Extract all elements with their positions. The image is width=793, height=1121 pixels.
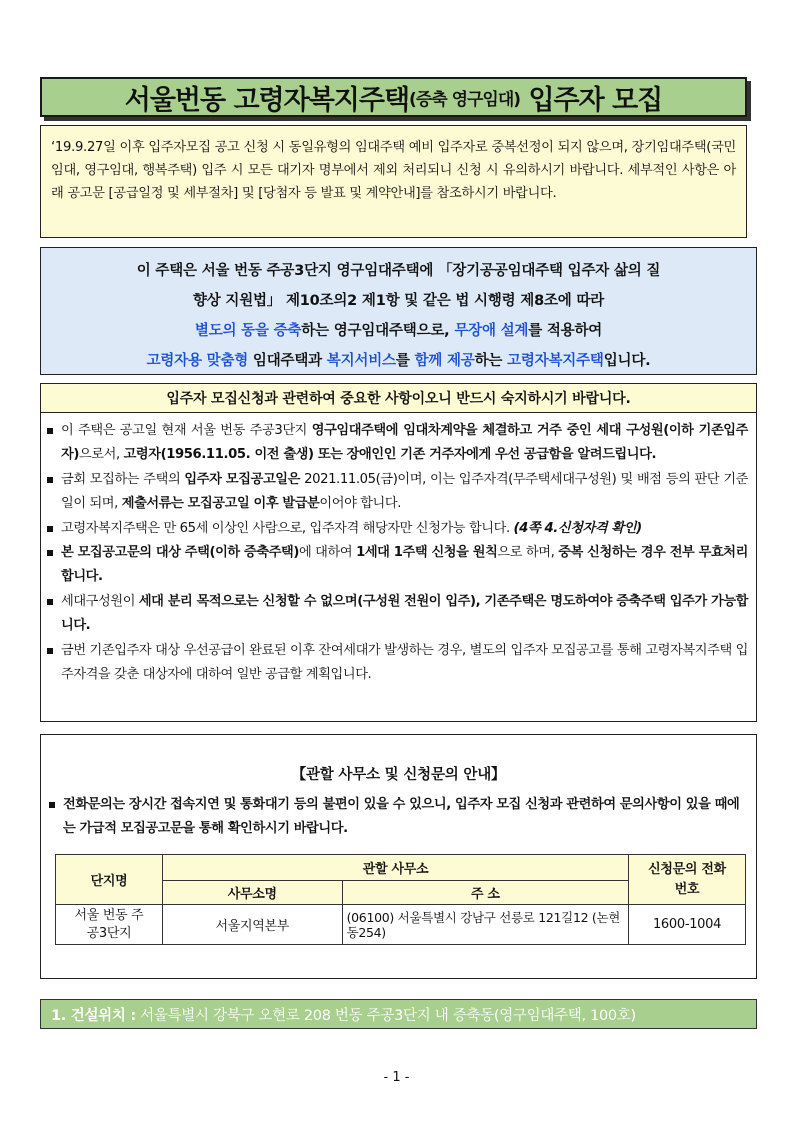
office-section-title: 【관할 사무소 및 신청문의 안내】 bbox=[291, 767, 506, 783]
intro-line-3: 별도의 동을 증축하는 영구임대주택으로, 무장애 설계를 적용하여 bbox=[194, 323, 603, 339]
list-item: 세대구성원이 세대 분리 목적으로는 신청할 수 없으며(구성원 전원이 입주), 기존주택은 명도하여야 증축주택 입주가 가능합니다. bbox=[47, 590, 748, 639]
header-office-name: 사무소명 bbox=[162, 881, 342, 905]
cell-phone: 1600-1004 bbox=[629, 905, 746, 945]
header-address: 주 소 bbox=[342, 881, 628, 905]
table-row bbox=[56, 905, 746, 945]
cell-complex: 서울 번동 주공3단지 bbox=[56, 905, 163, 945]
office-section bbox=[40, 734, 757, 979]
list-item: 고령자복지주택은 만 65세 이상인 사람으로, 입주자격 해당자만 신청가능 합니다. (4쪽 4.신청자격 확인) bbox=[47, 517, 748, 541]
intro-line-1: 이 주택은 서울 번동 주공3단지 영구임대주택에 「장기공공임대주택 입주자 삶의 질 bbox=[136, 263, 661, 279]
office-phone-notice: 전화문의는 장시간 접속지연 및 통화대기 등의 불편이 있을 수 있으니, 입주자 모집 신청과 관련하여 문의사항이 있을 때에는 가급적 모집공고문을 통해 확인하시기 바랍니다. bbox=[49, 793, 746, 841]
cell-office-name: 서울지역본부 bbox=[162, 905, 342, 945]
intro-box bbox=[40, 247, 757, 375]
intro-line-2: 향상 지원법」 제10조의2 제1항 및 같은 법 시행령 제8조에 따라 bbox=[192, 293, 605, 309]
important-list bbox=[41, 413, 756, 687]
office-table bbox=[55, 854, 746, 945]
list-item: 금번 기존입주자 대상 우선공급이 완료된 이후 잔여세대가 발생하는 경우, 별도의 입주자 모집공고를 통해 고령자복지주택 입주자격을 갖춘 대상자에 대하여 일반 공급할 계획입니다. bbox=[47, 639, 748, 688]
list-item: 이 주택은 공고일 현재 서울 번동 주공3단지 영구임대주택에 임대차계약을 체결하고 거주 중인 세대 구성원(이하 기존입주자)으로서, 고령자(1956.11.05. 이전 출생) 또는 장애인인 기존 거주자에게 우선 공급함을 알려드립니다. bbox=[47, 419, 748, 468]
important-heading: 입주자 모집신청과 관련하여 중요한 사항이오니 반드시 숙지하시기 바랍니다. bbox=[41, 384, 756, 413]
header-phone: 신청문의 전화번호 bbox=[629, 855, 746, 905]
header-office-group: 관할 사무소 bbox=[162, 855, 628, 881]
intro-line-4: 고령자용 맞춤형 임대주택과 복지서비스를 함께 제공하는 고령자복지주택입니다. bbox=[146, 353, 651, 369]
cell-address: (06100) 서울특별시 강남구 선릉로 121길12 (논현동254) bbox=[342, 905, 628, 945]
notice-text: ‘19.9.27일 이후 입주자모집 공고 신청 시 동일유형의 임대주택 예비 입주자로 중복선정이 되지 않으며, 장기임대주택(국민임대, 영구임대, 행복주택) 입주 시 모든 대기자 명부에서 제외 처리되니 신청 시 유의하시기 바랍니다. 세부적인 사항은 아래 공고문 [공급일정 및 세부절차] 및 [당첨자 등 발표 및 계약안내]를 참조하시기 바랍니다. bbox=[51, 140, 736, 201]
list-item: 본 모집공고문의 대상 주택(이하 증축주택)에 대하여 1세대 1주택 신청을 원칙으로 하며, 중복 신청하는 경우 전부 무효처리 합니다. bbox=[47, 541, 748, 590]
notice-box bbox=[40, 125, 747, 238]
construction-location-bar: 1. 건설위치 : 서울특별시 강북구 오현로 208 번동 주공3단지 내 증축동(영구임대주택, 100호) bbox=[40, 999, 757, 1029]
important-notices bbox=[40, 383, 757, 722]
page-title: 서울번동 고령자복지주택 (증축 영구임대) 입주자 모집 bbox=[40, 77, 747, 117]
list-item: 금회 모집하는 주택의 입주자 모집공고일은 2021.11.05(금)이며, 이는 입주자격(무주택세대구성원) 및 배점 등의 판단 기준일이 되며, 제출서류는 모집공고일 이후 발급분이어야 합니다. bbox=[47, 468, 748, 517]
page-number: - 1 - bbox=[383, 1070, 410, 1085]
header-complex: 단지명 bbox=[56, 855, 163, 905]
